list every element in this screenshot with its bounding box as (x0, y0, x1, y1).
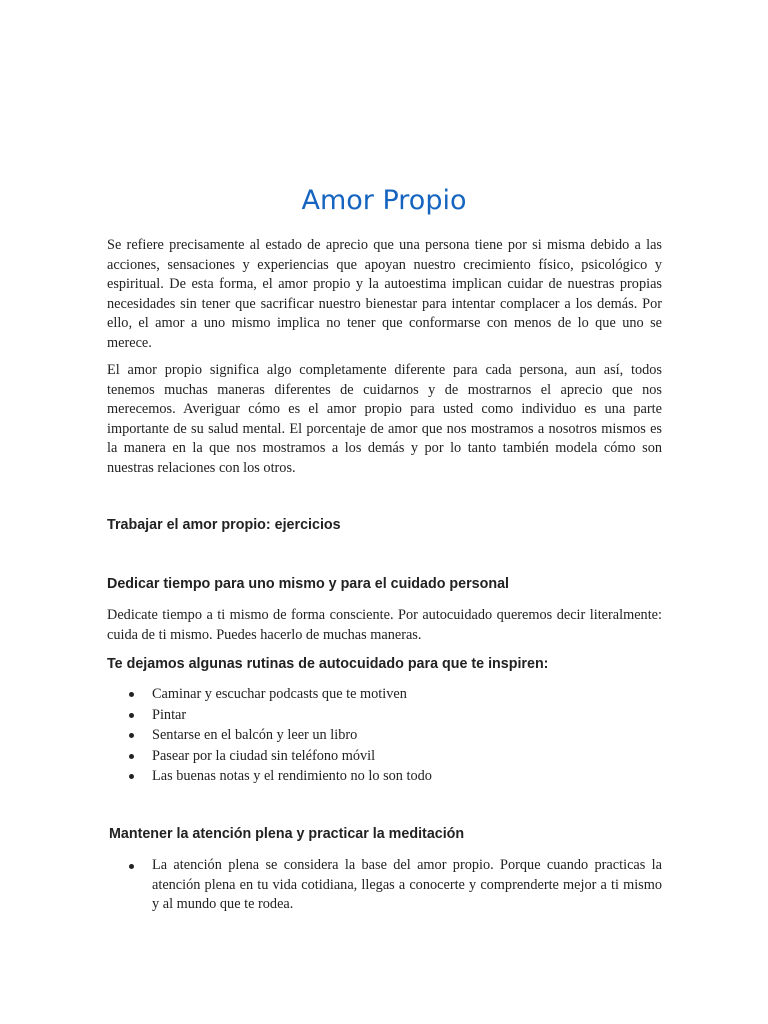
second-paragraph: El amor propio significa algo completamente diferente para cada persona, aun así, todos tenemos muchas maneras diferentes de cuidarnos y de mostrarnos el aprecio que nos merecemos. Averiguar cómo es el amor propio para usted como individuo es una parte importante de su salud mental. El porcentaje de amor que nos mostramos a nosotros mismos es la manera en la que nos mostramos a los demás y por lo tanto también modela cómo son nuestras relaciones con los otros. (107, 362, 662, 476)
list-item-text: Sentarse en el balcón y leer un libro (152, 727, 358, 743)
list-item (107, 705, 662, 726)
bullet-icon (129, 713, 134, 718)
list-item (107, 746, 662, 767)
list-item (107, 684, 662, 705)
intro-paragraph: Se refiere precisamente al estado de aprecio que una persona tiene por si misma debido a las acciones, sensaciones y experiencias que apoyan nuestro crecimiento físico, psicológico y espiritual. De esta forma, el amor propio y la autoestima implican cuidar de nuestras propias necesidades sin tener que sacrificar nuestro bienestar para intentar complacer a los demás. Por ello, el amor a uno mismo implica no tener que conformarse con menos de lo que uno se merece. (107, 237, 662, 351)
bullet-icon (129, 733, 134, 738)
exercises-heading: Trabajar el amor propio: ejercicios (107, 517, 341, 533)
list-item-text: Caminar y escuchar podcasts que te motiven (152, 686, 407, 702)
mindfulness-heading: Mantener la atención plena y practicar la meditación (109, 826, 465, 842)
list-item-text: Pasear por la ciudad sin teléfono móvil (152, 747, 376, 764)
list-item-text: Pintar (152, 706, 187, 723)
selfcare-paragraph: Dedicate tiempo a ti mismo de forma consciente. Por autocuidado queremos decir literalmente: cuida de ti mismo. Puedes hacerlo de muchas maneras. (107, 607, 662, 643)
list-item (107, 766, 662, 787)
selfcare-heading: Dedicar tiempo para uno mismo y para el cuidado personal (107, 576, 510, 592)
list-item-text: La atención plena se considera la base del amor propio. Porque cuando practicas la atención plena en tu vida cotidiana, llegas a conocerte y comprenderte mejor a ti mismo y al mundo que te rodea. (152, 857, 662, 913)
list-item (107, 725, 662, 746)
bullet-icon (129, 864, 134, 869)
list-item (107, 856, 662, 915)
bullet-icon (129, 754, 134, 759)
routines-list (107, 684, 662, 787)
mindfulness-list (107, 856, 662, 915)
bullet-icon (129, 774, 134, 779)
bullet-icon (129, 692, 134, 697)
document-title: Amor Propio (301, 185, 467, 216)
routines-heading: Te dejamos algunas rutinas de autocuidado para que te inspiren: (107, 656, 549, 672)
list-item-text: Las buenas notas y el rendimiento no lo son todo (152, 768, 432, 784)
